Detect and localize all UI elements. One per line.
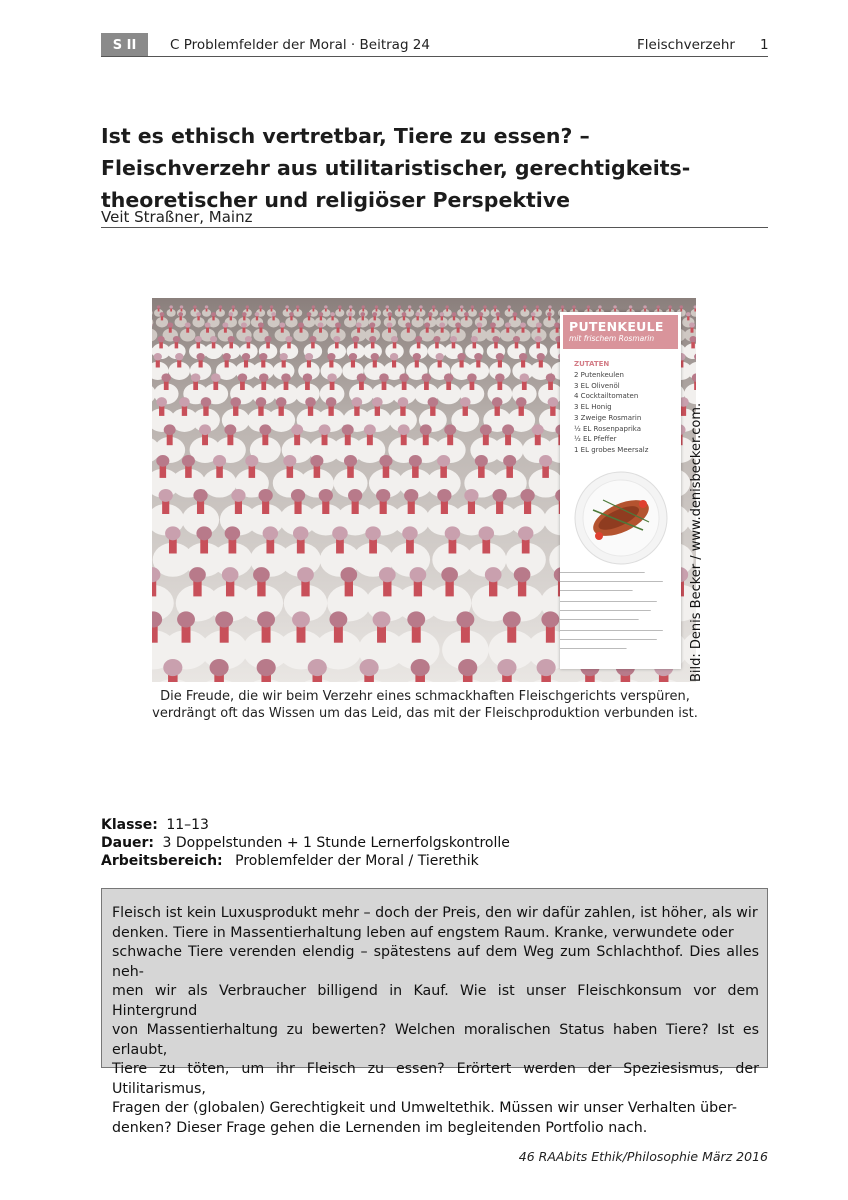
- author-rule: [101, 227, 768, 228]
- ingredient-item: ½ EL Rosenpaprika: [574, 424, 641, 433]
- meta-klasse: [101, 817, 209, 833]
- recipe-title: PUTENKEULE: [569, 319, 664, 334]
- bereich-label: Arbeitsbereich:: [101, 853, 223, 869]
- abstract-line: Tiere zu töten, um ihr Fleisch zu essen? Erörtert werden der Speziesismus, der Utilitarismus,: [112, 1061, 759, 1097]
- abstract-line: denken. Tiere in Massentierhaltung leben auf engstem Raum. Kranke, verwundete oder: [112, 924, 734, 941]
- page-number: 1: [760, 37, 769, 53]
- dish-plate-image: [573, 470, 669, 566]
- title-line-3: theoretischer und religiöser Perspektive: [101, 188, 571, 212]
- ingredients-title: ZUTATEN: [574, 360, 610, 368]
- ingredient-item: 1 EL grobes Meersalz: [574, 445, 649, 454]
- abstract-line: schwache Tiere verenden elendig – spätestens auf dem Weg zum Schlachthof. Dies alles neh-: [112, 944, 759, 980]
- author: Veit Straßner, Mainz: [101, 208, 253, 226]
- title-line-2: Fleischverzehr aus utilitaristischer, gerechtigkeits-: [101, 156, 691, 180]
- ingredients-list: [560, 370, 681, 456]
- abstract-text: [112, 904, 759, 1138]
- title-line-1: Ist es ethisch vertretbar, Tiere zu essen? –: [101, 124, 590, 148]
- caption-line-2: verdrängt oft das Wissen um das Leid, das mit der Fleischproduktion verbunden ist.: [152, 706, 698, 721]
- recipe-header: [563, 315, 678, 349]
- running-header-topic: Fleischverzehr: [637, 37, 735, 53]
- ingredient-item: 3 EL Honig: [574, 403, 612, 412]
- figure-caption: [140, 688, 710, 722]
- header-rule: [101, 56, 768, 57]
- running-header-section: C Problemfelder der Moral · Beitrag 24: [170, 37, 430, 53]
- meta-dauer: [101, 835, 510, 851]
- dauer-value: 3 Doppelstunden + 1 Stunde Lernerfolgskontrolle: [162, 835, 510, 851]
- bereich-value: Problemfelder der Moral / Tierethik: [235, 853, 479, 869]
- caption-line-1: Die Freude, die wir beim Verzehr eines schmackhaften Fleischgerichts verspüren,: [160, 689, 690, 704]
- section-badge: S II: [101, 33, 148, 57]
- recipe-subtitle: mit frischem Rosmarin: [569, 334, 655, 343]
- abstract-line: von Massentierhaltung zu bewerten? Welchen moralischen Status haben Tiere? Ist es erlaubt,: [112, 1022, 759, 1058]
- article-title: [101, 120, 741, 216]
- ingredient-item: 4 Cocktailtomaten: [574, 392, 639, 401]
- recipe-card: [560, 312, 681, 669]
- abstract-line: denken? Dieser Frage gehen die Lernenden im begleitenden Portfolio nach.: [112, 1119, 648, 1136]
- dauer-label: Dauer:: [101, 835, 155, 851]
- klasse-label: Klasse:: [101, 817, 158, 833]
- meta-arbeitsbereich: [101, 853, 479, 869]
- ingredient-item: 2 Putenkeulen: [574, 371, 624, 379]
- ingredient-item: ½ EL Pfeffer: [574, 435, 617, 444]
- photo-credit-text: Bild: Denis Becker / www.denisbecker.com.: [689, 402, 704, 682]
- recipe-fine-print: [560, 570, 681, 651]
- klasse-value: 11–13: [166, 817, 209, 833]
- ingredient-item: 3 Zweige Rosmarin: [574, 413, 642, 422]
- abstract-line: men wir als Verbraucher billigend in Kauf. Wie ist unser Fleischkonsum vor dem Hintergrund: [112, 983, 759, 1019]
- abstract-line: Fragen der (globalen) Gerechtigkeit und Umweltethik. Müssen wir unser Verhalten über-: [112, 1100, 737, 1116]
- ingredient-item: 3 EL Olivenöl: [574, 381, 620, 390]
- footer-citation: 46 RAAbits Ethik/Philosophie März 2016: [518, 1149, 768, 1164]
- abstract-line: Fleisch ist kein Luxusprodukt mehr – doch der Preis, den wir dafür zahlen, ist höher, als wir: [112, 905, 758, 921]
- abstract-box: [101, 888, 768, 1136]
